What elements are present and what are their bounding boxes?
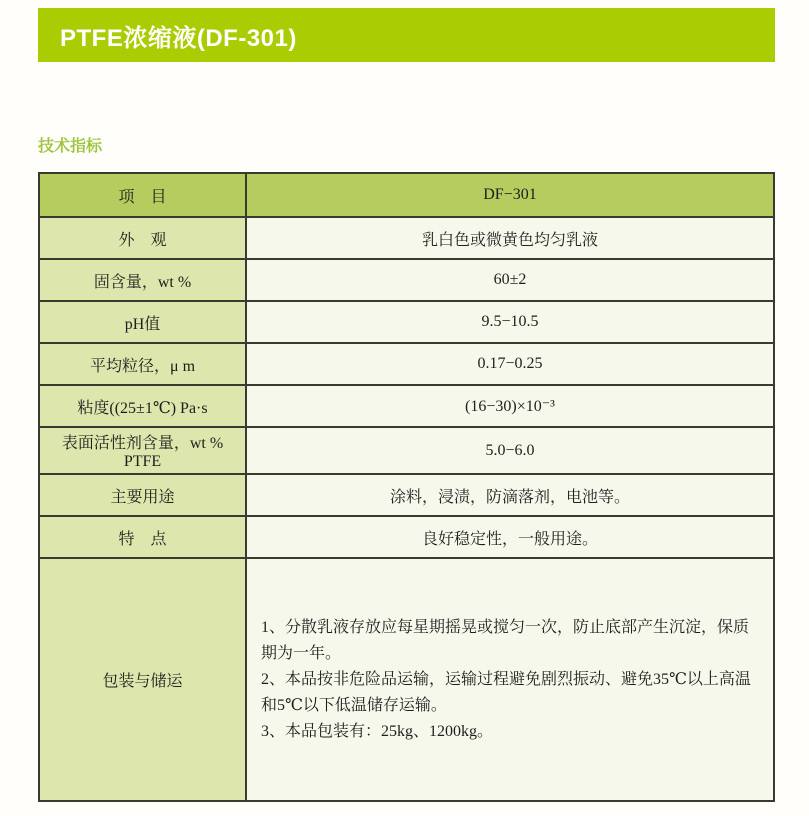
page-title-bar [38,8,775,62]
row-label-appearance: 外 观 [39,217,246,259]
row-label-surfactant-content: 表面活性剂含量，wt % PTFE [39,427,246,474]
technical-specs-table [38,172,775,802]
header-product-code: DF−301 [246,173,774,217]
table-row [39,516,774,558]
row-label-features: 特 点 [39,516,246,558]
section-label-technical-specs: 技术指标 [38,138,103,155]
row-value-particle-size: 0.17−0.25 [246,343,774,385]
row-value-appearance: 乳白色或微黄色均匀乳液 [246,217,774,259]
table-row [39,259,774,301]
table-row [39,427,774,474]
row-label-packaging-storage: 包装与储运 [39,558,246,801]
page-title: PTFE浓缩液(DF-301) [60,24,297,52]
table-row [39,474,774,516]
header-item-label: 项 目 [39,173,246,217]
row-label-main-uses: 主要用途 [39,474,246,516]
packaging-note-3: 3、本品包装有：25kg、1200kg。 [261,722,494,740]
row-value-features: 良好稳定性，一般用途。 [246,516,774,558]
row-value-main-uses: 涂料，浸渍，防滴落剂，电池等。 [246,474,774,516]
row-value-ph: 9.5−10.5 [246,301,774,343]
row-label-particle-size: 平均粒径，μ m [39,343,246,385]
packaging-note-1: 1、分散乳液存放应每星期摇晃或搅匀一次，防止底部产生沉淀，保质期为一年。 [261,618,750,662]
table-row-packaging [39,558,774,801]
packaging-note-2: 2、本品按非危险品运输，运输过程避免剧烈振动、避免35℃以上高温和5℃以下低温储存运输。 [261,670,751,714]
table-row [39,301,774,343]
row-value-surfactant-content: 5.0−6.0 [246,427,774,474]
row-label-ph: pH值 [39,301,246,343]
table-row [39,385,774,427]
table-row [39,343,774,385]
row-label-solid-content: 固含量，wt % [39,259,246,301]
row-value-viscosity: (16−30)×10⁻³ [246,385,774,427]
row-value-packaging-storage [246,558,774,801]
table-row [39,217,774,259]
row-value-solid-content: 60±2 [246,259,774,301]
row-label-viscosity: 粘度((25±1℃) Pa·s [39,385,246,427]
table-header-row [39,173,774,217]
